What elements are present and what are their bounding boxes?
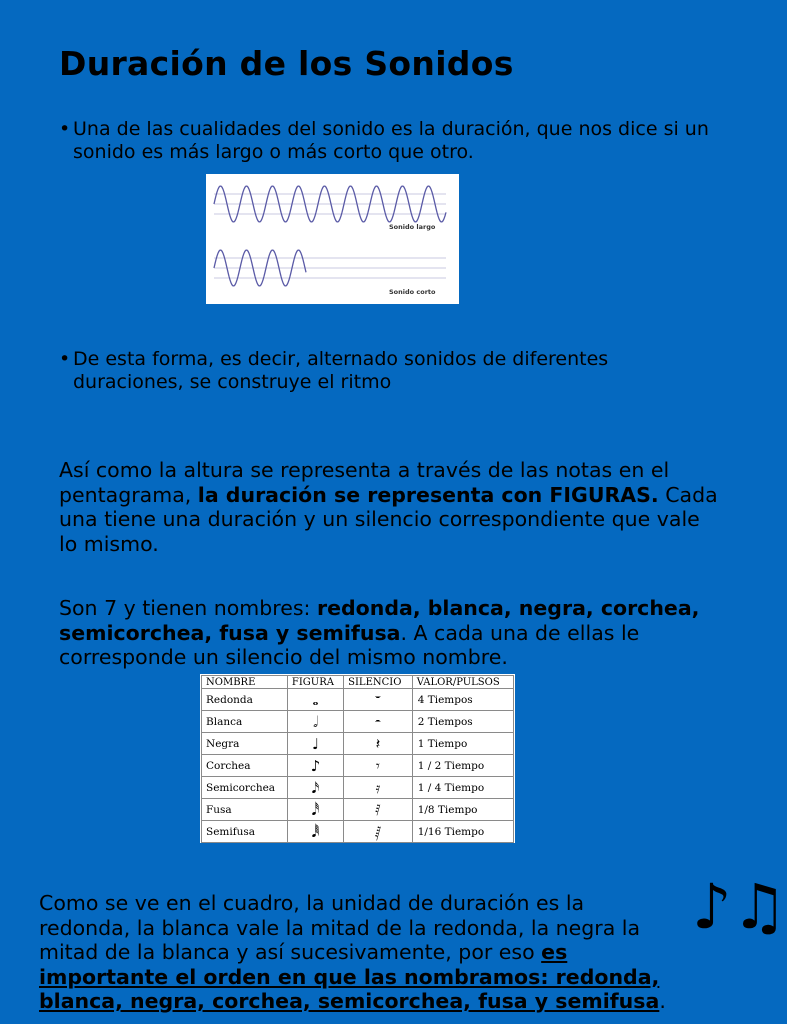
table-header-row <box>202 676 514 689</box>
bullet-rhythm <box>59 348 719 394</box>
header-name: NOMBRE <box>202 676 288 689</box>
cell-rest: 𝅁 <box>344 821 413 843</box>
cell-figure: 𝅗𝅥 <box>287 711 343 733</box>
cell-name: Negra <box>202 733 288 755</box>
header-figure: FIGURA <box>287 676 343 689</box>
paragraph-text: . A cada una de ellas le corresponde un silencio del mismo nombre. <box>59 620 640 669</box>
cell-rest: 𝄻 <box>344 689 413 711</box>
bullet-duration <box>59 118 719 164</box>
figures-table-image <box>200 674 515 843</box>
cell-rest: 𝅀 <box>344 799 413 821</box>
paragraph-names <box>59 596 719 670</box>
paragraph-underlined: es importante el orden en que las nombramos: redonda, blanca, negra, corchea, semicorchea, fusa y semifusa <box>39 940 660 1013</box>
paragraph-text: Son 7 y tienen nombres: <box>59 596 317 620</box>
figures-table <box>201 675 514 843</box>
cell-figure: ♩ <box>287 733 343 755</box>
paragraph-order <box>39 891 679 1014</box>
paragraph-text: Como se ve en el cuadro, la unidad de duración es la redonda, la blanca vale la mitad de la redonda, la negra la mitad de la blanca y así sucesivamente, por eso <box>39 891 641 964</box>
bullet-text: Una de las cualidades del sonido es la duración, que nos dice si un sonido es más largo o más corto que otro. <box>73 118 709 163</box>
cell-name: Blanca <box>202 711 288 733</box>
paragraph-text: Así como la altura se representa a través de las notas en el pentagrama, <box>59 458 670 507</box>
cell-name: Semifusa <box>202 821 288 843</box>
cell-value: 1/8 Tiempo <box>412 799 513 821</box>
bullet-dot: • <box>59 118 71 140</box>
paragraph-figures <box>59 458 719 556</box>
cell-name: Fusa <box>202 799 288 821</box>
cell-value: 4 Tiempos <box>412 689 513 711</box>
cell-figure: ♪ <box>287 755 343 777</box>
cell-name: Corchea <box>202 755 288 777</box>
cell-name: Semicorchea <box>202 777 288 799</box>
slide-title: Duración de los Sonidos <box>59 44 514 83</box>
music-notes-icon: ♪♫ <box>692 870 787 943</box>
table-row <box>202 711 514 733</box>
cell-figure: 𝅝 <box>287 689 343 711</box>
cell-value: 1 / 4 Tiempo <box>412 777 513 799</box>
cell-value: 1/16 Tiempo <box>412 821 513 843</box>
table-row <box>202 689 514 711</box>
short-sound-label: Sonido corto <box>389 288 436 296</box>
paragraph-bold: la duración se representa con FIGURAS. <box>197 482 659 507</box>
table-row <box>202 755 514 777</box>
cell-value: 2 Tiempos <box>412 711 513 733</box>
sound-waves-figure <box>206 174 459 304</box>
header-rest: SILENCIO <box>344 676 413 689</box>
cell-rest: 𝄽 <box>344 733 413 755</box>
table-row <box>202 777 514 799</box>
cell-name: Redonda <box>202 689 288 711</box>
table-row <box>202 733 514 755</box>
cell-rest: 𝄿 <box>344 777 413 799</box>
bullet-dot: • <box>59 348 71 370</box>
cell-figure: 𝅘𝅥𝅰 <box>287 799 343 821</box>
paragraph-text: . <box>659 989 666 1013</box>
table-row <box>202 821 514 843</box>
paragraph-bold: redonda, blanca, negra, corchea, semicorchea, fusa y semifusa <box>59 596 700 645</box>
cell-figure: 𝅘𝅥𝅯 <box>287 777 343 799</box>
long-sound-label: Sonido largo <box>389 223 436 231</box>
cell-rest: 𝄼 <box>344 711 413 733</box>
cell-figure: 𝅘𝅥𝅱 <box>287 821 343 843</box>
cell-value: 1 / 2 Tiempo <box>412 755 513 777</box>
cell-rest: 𝄾 <box>344 755 413 777</box>
sound-waves-illustration <box>206 174 459 304</box>
paragraph-text: Cada una tiene una duración y un silencio correspondiente que vale lo mismo. <box>59 482 718 556</box>
cell-value: 1 Tiempo <box>412 733 513 755</box>
table-row <box>202 799 514 821</box>
header-value: VALOR/PULSOS <box>412 676 513 689</box>
bullet-text: De esta forma, es decir, alternado sonidos de diferentes duraciones, se construye el ritmo <box>73 348 609 393</box>
